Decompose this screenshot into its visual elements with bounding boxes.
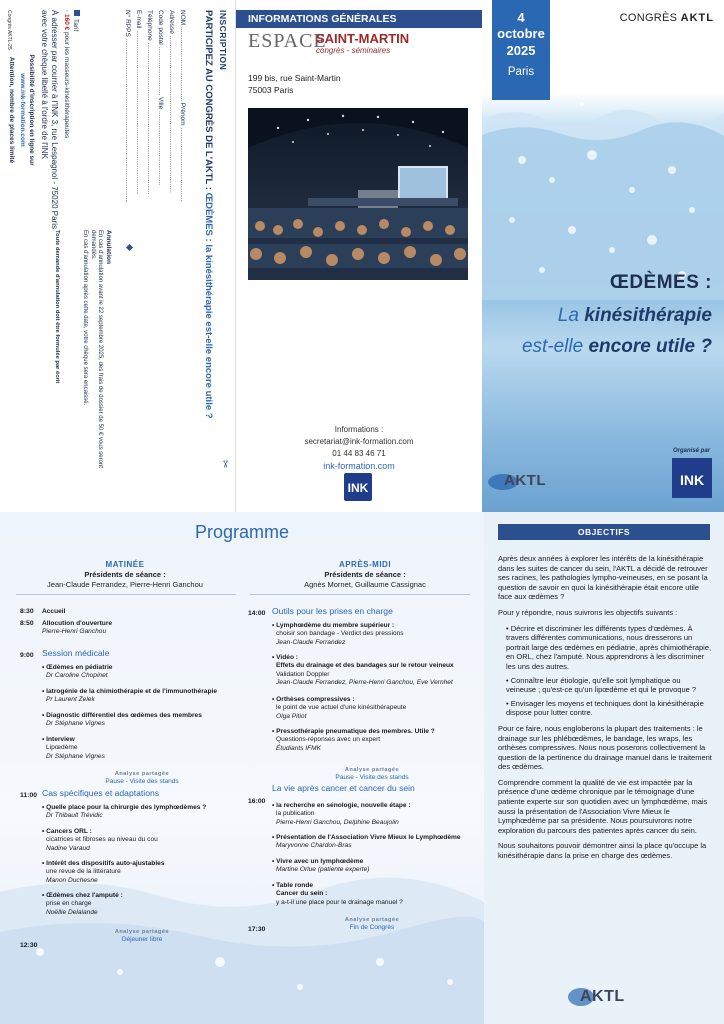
objectives-list bbox=[506, 624, 712, 718]
objectives-list-item: • Décrire et discriminer les différents types d'œdèmes. À travers différentes communications, nous dresserons un portrait large des œdèmes en pédiatrie, après chimiothérapie, en ORL, chez l'amputé. Nous apprendrons à les discriminer les uns des autres. bbox=[506, 624, 712, 672]
item-speaker: Pierre-Henri Ganchou bbox=[42, 628, 107, 636]
item-speaker: Noëllie Delalande bbox=[46, 908, 98, 916]
break-title: Fin de Congrès bbox=[349, 924, 395, 931]
schedule-item bbox=[42, 736, 105, 761]
scissors-icon: ✂ bbox=[219, 460, 230, 469]
brand-name: AKTL bbox=[680, 12, 714, 24]
session-title: Session médicale bbox=[42, 648, 110, 658]
afternoon-presidents: Agnès Mornet, Guillaume Cassignac bbox=[304, 580, 426, 589]
cover-title-line3-a: est-elle bbox=[521, 336, 589, 357]
square-bullet-icon bbox=[74, 10, 80, 16]
tarif-desc: pour les masseurs-kinésithérapeutes bbox=[63, 30, 70, 139]
schedule-item bbox=[42, 804, 206, 821]
form-field-name[interactable]: NOM ......................................... Prénom ......................................... bbox=[179, 10, 186, 202]
water-splash-image bbox=[482, 100, 724, 300]
date-badge bbox=[492, 0, 550, 100]
cover-title-line2-a: La bbox=[557, 305, 585, 326]
objectives-panel bbox=[484, 512, 724, 1024]
objectives-paragraph: Pour ce faire, nous engloberons la plupart des traitements : le drainage sur les phlébœdèmes, le bandage, les wraps, les orthèses compressives. Nous nous poserons collectivement la question de la pertinence du drainage manuel dans le traitement des œdèmes. bbox=[498, 723, 712, 772]
item-subtitle: Cancer du sein : bbox=[276, 890, 328, 898]
schedule-item bbox=[42, 620, 112, 637]
afternoon-header bbox=[250, 560, 480, 590]
item-title: • Vidéo : bbox=[272, 654, 299, 661]
break-label: Analyse partagée bbox=[344, 767, 400, 773]
venue-photo bbox=[248, 108, 468, 280]
objectives-paragraph: Après deux années à explorer les intérêts de la kinésithérapie dans les suites de cancer du sein, l'AKTL a décidé de retrouver ses racines, les pathologies lympho-veineuses, en se posant la question de savoir en quoi la kinésithérapie était encore utile face aux œdèmes ? bbox=[498, 554, 708, 602]
break-block bbox=[42, 770, 242, 786]
aktl-logo-text: AKTL bbox=[504, 472, 546, 489]
item-subtitle: y a-t-il une place pour le drainage manuel ? bbox=[276, 898, 403, 906]
break-block bbox=[272, 766, 472, 782]
tarif-price: · 160 € bbox=[63, 10, 70, 31]
contact-block bbox=[236, 424, 482, 472]
break-block bbox=[272, 916, 472, 932]
item-speaker: Maryvonne Chardon-Bras bbox=[276, 842, 352, 850]
venue-name: SAINT-MARTIN bbox=[316, 31, 410, 46]
programme-title: Programme bbox=[194, 522, 290, 542]
cover-panel bbox=[482, 0, 724, 512]
item-title: • Interview bbox=[42, 736, 75, 743]
item-subtitle: Questions-réponses avec un expert bbox=[276, 736, 381, 744]
objectives-paragraph: Comprendre comment la qualité de vie est impactée par la présence d'une œdème chronique par le témoignage d'une patiente experte sur son quotidien avec un lymphœdème, mais aussi la présentation de l'Association Vivre Mieux le Lymphœdème par sa présidente. Nous poursuivrons notre exploration du parcours des patientes après cancer du sein. bbox=[498, 777, 708, 835]
schedule-item bbox=[42, 712, 202, 729]
cover-title-line2-b: kinésithérapie bbox=[584, 305, 712, 326]
break-title: Pause - Visite des stands bbox=[335, 774, 409, 781]
item-speaker: Martine Orlue (patiente experte) bbox=[276, 866, 370, 874]
item-subtitle: choisir son bandage - Verdict des pressions bbox=[276, 630, 404, 638]
item-title: • Œdèmes en pédiatrie bbox=[42, 664, 113, 671]
item-speaker: Pr Laurent Zelek bbox=[46, 696, 95, 704]
item-title: Allocution d'ouverture bbox=[42, 620, 113, 627]
schedule-item bbox=[272, 728, 435, 753]
tarif-label: Tarif bbox=[72, 19, 79, 32]
item-title: Accueil bbox=[42, 608, 66, 615]
item-speaker: Dr Caroline Chopinet bbox=[46, 672, 108, 680]
registration-title-topic: ŒDÈMES : la kinésithérapie est-elle encore utile ? bbox=[203, 192, 214, 419]
schedule-item bbox=[272, 882, 403, 907]
form-field-phone[interactable]: Téléphone .................................................................................... bbox=[146, 10, 153, 195]
congress-brand bbox=[620, 12, 714, 24]
venue-address bbox=[248, 72, 341, 96]
venue-subtitle: congrès - séminaires bbox=[316, 46, 391, 55]
break-title: Pause - Visite des stands bbox=[105, 778, 179, 785]
item-title: • Table ronde bbox=[272, 882, 314, 889]
item-title: • Cancers ORL : bbox=[42, 828, 92, 835]
annulation-text-2: En cas d'annulation après cette date, votre chèque sera encaissé. bbox=[82, 230, 89, 406]
session-title: Cas spécifiques et adaptations bbox=[42, 788, 160, 798]
time-slot: 9:00 bbox=[20, 652, 34, 659]
morning-divider bbox=[16, 594, 236, 595]
aktl-logo bbox=[490, 472, 546, 489]
item-subtitle: une revue de la littérature bbox=[46, 868, 121, 876]
annulation-text-1: En cas d'annulation avant le 22 septembre 2025, des frais de dossier de 50 € vous seront demandés. bbox=[90, 230, 104, 468]
places-warning: Attention, nombre de places limité bbox=[8, 56, 15, 164]
item-title: • Lymphœdème du membre supérieur : bbox=[272, 622, 395, 629]
schedule-item bbox=[42, 892, 123, 917]
registration-form bbox=[122, 10, 188, 260]
contact-label: Informations : bbox=[334, 425, 384, 434]
schedule-item bbox=[42, 828, 158, 853]
afternoon-divider bbox=[250, 594, 470, 595]
item-speaker: Étudiants IFMK bbox=[276, 744, 322, 752]
address-line-2: 75003 Paris bbox=[248, 85, 294, 95]
schedule-item bbox=[42, 860, 165, 885]
ink-logo-cover: INK bbox=[672, 458, 712, 498]
form-field-email[interactable]: E-mail ........................................................................................... bbox=[135, 10, 142, 195]
item-subtitle: Lipœdème bbox=[46, 744, 78, 752]
contact-web[interactable]: ink-formation.com bbox=[323, 461, 395, 471]
cover-title-line3 bbox=[522, 336, 712, 358]
session-title: Outils pour les prises en charge bbox=[272, 606, 393, 616]
auditorium-image bbox=[248, 108, 468, 280]
item-title: • Présentation de l'Association Vivre Mieux le Lymphœdème bbox=[272, 834, 461, 841]
break-label: Analyse partagée bbox=[114, 771, 170, 777]
schedule-item bbox=[42, 688, 217, 705]
online-link[interactable]: www.ink-formation.com bbox=[19, 73, 26, 147]
address-line-1: 199 bis, rue Saint-Martin bbox=[248, 73, 341, 83]
item-speaker: Dr Thibault Trévidic bbox=[46, 812, 103, 820]
objectives-paragraph: Pour y répondre, nous suivrons les objectifs suivants : bbox=[498, 607, 678, 617]
item-title: • Pressothérapie pneumatique des membres. Utile ? bbox=[272, 728, 435, 735]
item-subtitle: cicatrices et fibroses au niveau du cou bbox=[46, 836, 158, 844]
time-slot: 14:00 bbox=[248, 610, 266, 617]
time-slot: 17:30 bbox=[248, 926, 266, 933]
schedule-item bbox=[42, 608, 65, 616]
date-day: 4 bbox=[517, 10, 525, 25]
item-title: • Quelle place pour la chirurgie des lymphœdèmes ? bbox=[42, 804, 207, 811]
form-field-address[interactable]: Adresse ....................................................................................... bbox=[168, 10, 175, 193]
aktl-logo-back: AKTL bbox=[580, 988, 625, 1005]
time-slot: 11:00 bbox=[20, 792, 38, 799]
date-city: Paris bbox=[507, 66, 535, 78]
item-speaker: Dr Stéphane Vignes bbox=[46, 752, 105, 760]
cover-title-line3-b: encore utile ? bbox=[588, 336, 712, 357]
item-speaker: Pierre-Henri Ganchou, Delphine Beaujolin bbox=[276, 818, 399, 826]
morning-label: MATINÉE bbox=[105, 560, 145, 569]
ink-logo: INK bbox=[344, 473, 372, 501]
online-text: Possibilité d'inscription en ligne sur bbox=[28, 54, 35, 166]
item-title: • Orthèses compressives : bbox=[272, 696, 355, 703]
item-subtitle: Effets du drainage et des bandages sur le retour veineux bbox=[276, 662, 454, 670]
break-label: Analyse partagée bbox=[114, 929, 170, 935]
registration-panel bbox=[0, 0, 236, 512]
afternoon-presidents-label: Présidents de séance : bbox=[324, 570, 406, 579]
morning-header bbox=[10, 560, 240, 590]
objectives-body bbox=[498, 554, 712, 867]
congress-code: Congrès AKTL-25 bbox=[6, 10, 12, 50]
morning-presidents-label: Présidents de séance : bbox=[84, 570, 166, 579]
item-speaker: Nadine Varaud bbox=[46, 844, 90, 852]
afternoon-schedule bbox=[248, 606, 478, 996]
schedule-item bbox=[272, 654, 454, 687]
cover-title-line1: ŒDÈMES : bbox=[609, 272, 712, 293]
venue-logo: ESPACE bbox=[248, 30, 327, 52]
item-subtitle: Validation Doppler bbox=[276, 670, 330, 678]
item-title: • la recherche en sénologie, nouvelle étape : bbox=[272, 802, 411, 809]
general-info-panel bbox=[236, 0, 482, 512]
item-speaker: Dr Stéphane Vignes bbox=[46, 720, 105, 728]
annulation-title: Annulation bbox=[105, 230, 112, 264]
item-speaker: Manon Duchesne bbox=[46, 876, 98, 884]
brand-prefix: CONGRÈS bbox=[619, 12, 678, 24]
item-speaker: Olga Pitiot bbox=[276, 712, 307, 720]
programme-panel bbox=[0, 512, 484, 1024]
item-title: • Iatrogénie de la chimiothérapie et de l'immunothérapie bbox=[42, 688, 217, 695]
objectives-paragraph: Nous souhaitons pouvoir démontrer ainsi la place qu'occupe la kinésithérapie dans la prise en charge des œdèmes. bbox=[498, 841, 707, 861]
date-year: 2025 bbox=[506, 43, 536, 58]
contact-phone[interactable]: 01 44 83 46 71 bbox=[332, 449, 386, 458]
afternoon-label: APRÈS-MIDI bbox=[338, 560, 392, 569]
schedule-item bbox=[272, 834, 461, 851]
objectives-heading: OBJECTIFS bbox=[498, 524, 710, 540]
item-subtitle: le point de vue actuel d'une kinésithérapeute bbox=[276, 704, 407, 712]
break-title: Déjeuner libre bbox=[121, 936, 163, 943]
morning-presidents: Jean-Claude Ferrandez, Pierre-Henri Ganchou bbox=[47, 580, 203, 589]
objectives-list-item: • Connaître leur étiologie, qu'elle soit lymphatique ou veineuse ; qu'est-ce qu'un lipœdème et qui le provoque ? bbox=[506, 676, 712, 695]
tarif-block bbox=[7, 10, 80, 230]
item-title: • Intérêt des dispositifs auto-ajustables bbox=[42, 860, 165, 867]
organized-by: Organisé par bbox=[672, 448, 710, 454]
schedule-item bbox=[42, 664, 112, 681]
item-title: • Diagnostic différentiel des œdèmes des membres bbox=[42, 712, 202, 719]
item-speaker: Jean-Claude Ferrandez bbox=[276, 638, 346, 646]
morning-schedule bbox=[20, 606, 245, 996]
schedule-item bbox=[272, 802, 411, 827]
inscription-heading: INSCRIPTION bbox=[218, 10, 228, 71]
time-slot: 16:00 bbox=[248, 798, 266, 805]
time-slot: 8:50 bbox=[20, 620, 34, 627]
registration-panel-rotated bbox=[0, 0, 236, 512]
schedule-item bbox=[272, 622, 404, 647]
break-label: Analyse partagée bbox=[344, 917, 400, 923]
time-slot: 12:30 bbox=[20, 942, 38, 949]
schedule-item bbox=[272, 696, 406, 721]
item-subtitle: prise en charge bbox=[46, 900, 92, 908]
item-speaker: Jean-Claude Ferrandez, Pierre-Henri Ganchou, Eve Vernhet bbox=[276, 678, 453, 686]
form-field-postal[interactable]: Code postal ........................... Ville ......................................... bbox=[157, 10, 164, 186]
time-slot: 8:30 bbox=[20, 608, 34, 615]
tarif-header bbox=[71, 10, 80, 230]
item-title: • Œdèmes chez l'amputé : bbox=[42, 892, 123, 899]
general-info-heading: INFORMATIONS GÉNÉRALES bbox=[236, 10, 482, 28]
mail-address: À adresser par courrier à l'INK 3, rue Lespagnol - 75020 Paris avec votre chèque libellé à l'ordre de l'INK bbox=[40, 10, 59, 229]
form-field-rpps[interactable]: N° RPPS ........................................................................................... bbox=[124, 10, 131, 203]
contact-email[interactable]: secretariat@ink-formation.com bbox=[304, 437, 414, 446]
annulation-note: Toute demande d'annulation doit être formulée par écrit bbox=[54, 230, 60, 384]
objectives-list-item: • Envisager les moyens et techniques dont la kinésithérapie dispose pour lutter contre. bbox=[506, 699, 712, 718]
item-subtitle: la publication bbox=[276, 810, 315, 818]
registration-title-prefix: PARTICIPEZ AU CONGRÈS DE L'AKTL : bbox=[203, 10, 214, 193]
session-title: La vie après cancer et cancer du sein bbox=[272, 783, 415, 793]
cover-title-line2 bbox=[558, 305, 712, 327]
schedule-item bbox=[272, 858, 369, 875]
annulation-block bbox=[81, 230, 112, 490]
item-title: • Vivre avec un lymphœdème bbox=[272, 858, 364, 865]
tarif-line bbox=[62, 10, 71, 230]
date-month: octobre bbox=[497, 26, 545, 41]
brochure-back bbox=[0, 512, 724, 1024]
break-block bbox=[42, 928, 242, 944]
registration-title bbox=[203, 10, 214, 419]
